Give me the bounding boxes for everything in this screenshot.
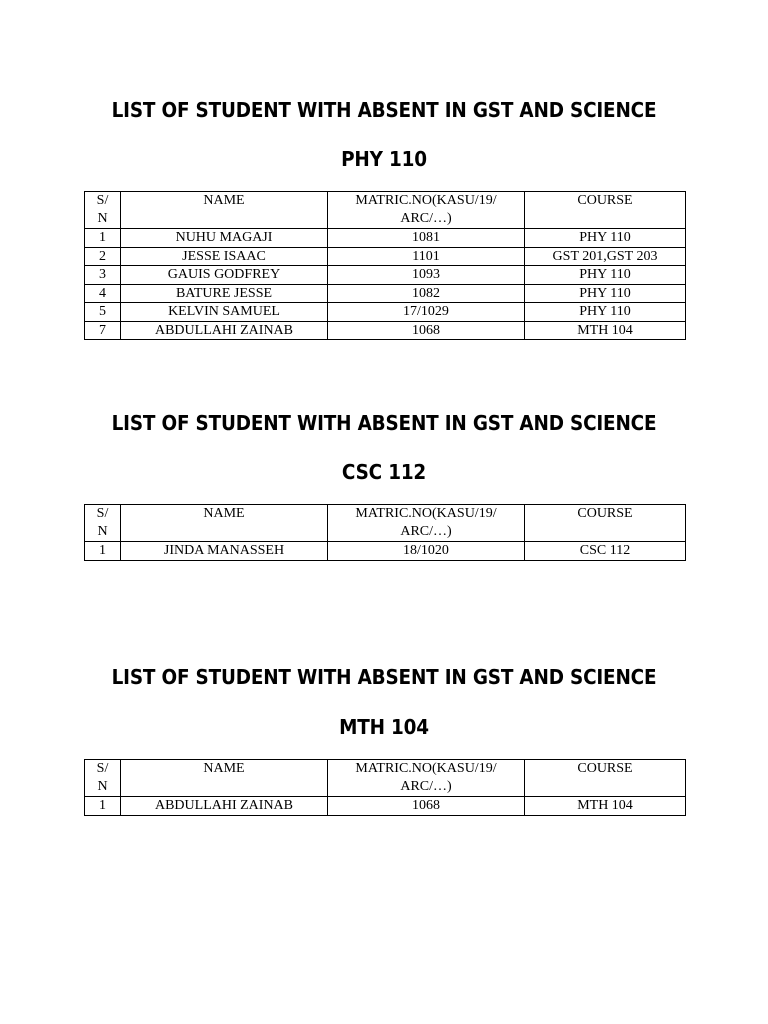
cell-sn: 4 (85, 284, 121, 303)
cell-course: PHY 110 (525, 266, 686, 285)
table-row (85, 284, 686, 303)
table-header-row (85, 760, 686, 797)
header-name: NAME (121, 192, 328, 229)
cell-name: BATURE JESSE (121, 284, 328, 303)
cell-name: GAUIS GODFREY (121, 266, 328, 285)
table-row (85, 303, 686, 322)
header-sn-line2: N (97, 211, 108, 226)
cell-name: KELVIN SAMUEL (121, 303, 328, 322)
cell-matric: 1082 (328, 284, 525, 303)
header-sn (85, 760, 121, 797)
cell-course: PHY 110 (525, 284, 686, 303)
cell-sn: 1 (85, 797, 121, 816)
cell-matric: 1068 (328, 797, 525, 816)
header-sn-line1: S/ (96, 506, 109, 521)
table-header-row (85, 192, 686, 229)
cell-matric: 1081 (328, 229, 525, 248)
header-matric (328, 760, 525, 797)
cell-course: PHY 110 (525, 303, 686, 322)
table-row (85, 266, 686, 285)
header-course: COURSE (525, 192, 686, 229)
header-matric-line2: ARC/…) (400, 524, 452, 539)
cell-sn: 7 (85, 321, 121, 340)
header-sn (85, 192, 121, 229)
cell-matric: 1101 (328, 247, 525, 266)
header-course: COURSE (525, 760, 686, 797)
cell-sn: 3 (85, 266, 121, 285)
section-course-code: MTH 104 (339, 715, 429, 739)
cell-sn: 1 (85, 542, 121, 561)
cell-sn: 5 (85, 303, 121, 322)
header-matric-line1: MATRIC.NO(KASU/19/ (355, 761, 497, 776)
absent-students-table (84, 191, 686, 340)
absent-students-table (84, 759, 686, 816)
cell-sn: 1 (85, 229, 121, 248)
table-row (85, 321, 686, 340)
section-title: LIST OF STUDENT WITH ABSENT IN GST AND SCIENCE (111, 411, 657, 435)
header-matric (328, 505, 525, 542)
header-matric-line1: MATRIC.NO(KASU/19/ (355, 506, 497, 521)
section-course-code: PHY 110 (341, 147, 427, 171)
table-row (85, 229, 686, 248)
header-sn-line2: N (97, 779, 108, 794)
cell-name: NUHU MAGAJI (121, 229, 328, 248)
table-row (85, 247, 686, 266)
table-header-row (85, 505, 686, 542)
table-row (85, 797, 686, 816)
header-name: NAME (121, 505, 328, 542)
header-matric-line2: ARC/…) (400, 211, 452, 226)
cell-name: JINDA MANASSEH (121, 542, 328, 561)
section-title: LIST OF STUDENT WITH ABSENT IN GST AND SCIENCE (111, 98, 657, 122)
section-course-code: CSC 112 (341, 460, 427, 484)
header-sn-line1: S/ (96, 761, 109, 776)
cell-course: PHY 110 (525, 229, 686, 248)
header-matric-line2: ARC/…) (400, 779, 452, 794)
header-sn-line1: S/ (96, 193, 109, 208)
cell-sn: 2 (85, 247, 121, 266)
cell-name: JESSE ISAAC (121, 247, 328, 266)
cell-course: MTH 104 (525, 321, 686, 340)
cell-matric: 17/1029 (328, 303, 525, 322)
cell-name: ABDULLAHI ZAINAB (121, 797, 328, 816)
absent-students-table (84, 504, 686, 561)
cell-matric: 1068 (328, 321, 525, 340)
cell-course: MTH 104 (525, 797, 686, 816)
cell-course: CSC 112 (525, 542, 686, 561)
header-sn (85, 505, 121, 542)
header-course: COURSE (525, 505, 686, 542)
cell-name: ABDULLAHI ZAINAB (121, 321, 328, 340)
header-name: NAME (121, 760, 328, 797)
cell-matric: 18/1020 (328, 542, 525, 561)
header-sn-line2: N (97, 524, 108, 539)
cell-course: GST 201,GST 203 (525, 247, 686, 266)
header-matric-line1: MATRIC.NO(KASU/19/ (355, 193, 497, 208)
header-matric (328, 192, 525, 229)
table-row (85, 542, 686, 561)
cell-matric: 1093 (328, 266, 525, 285)
section-title: LIST OF STUDENT WITH ABSENT IN GST AND SCIENCE (111, 665, 657, 689)
